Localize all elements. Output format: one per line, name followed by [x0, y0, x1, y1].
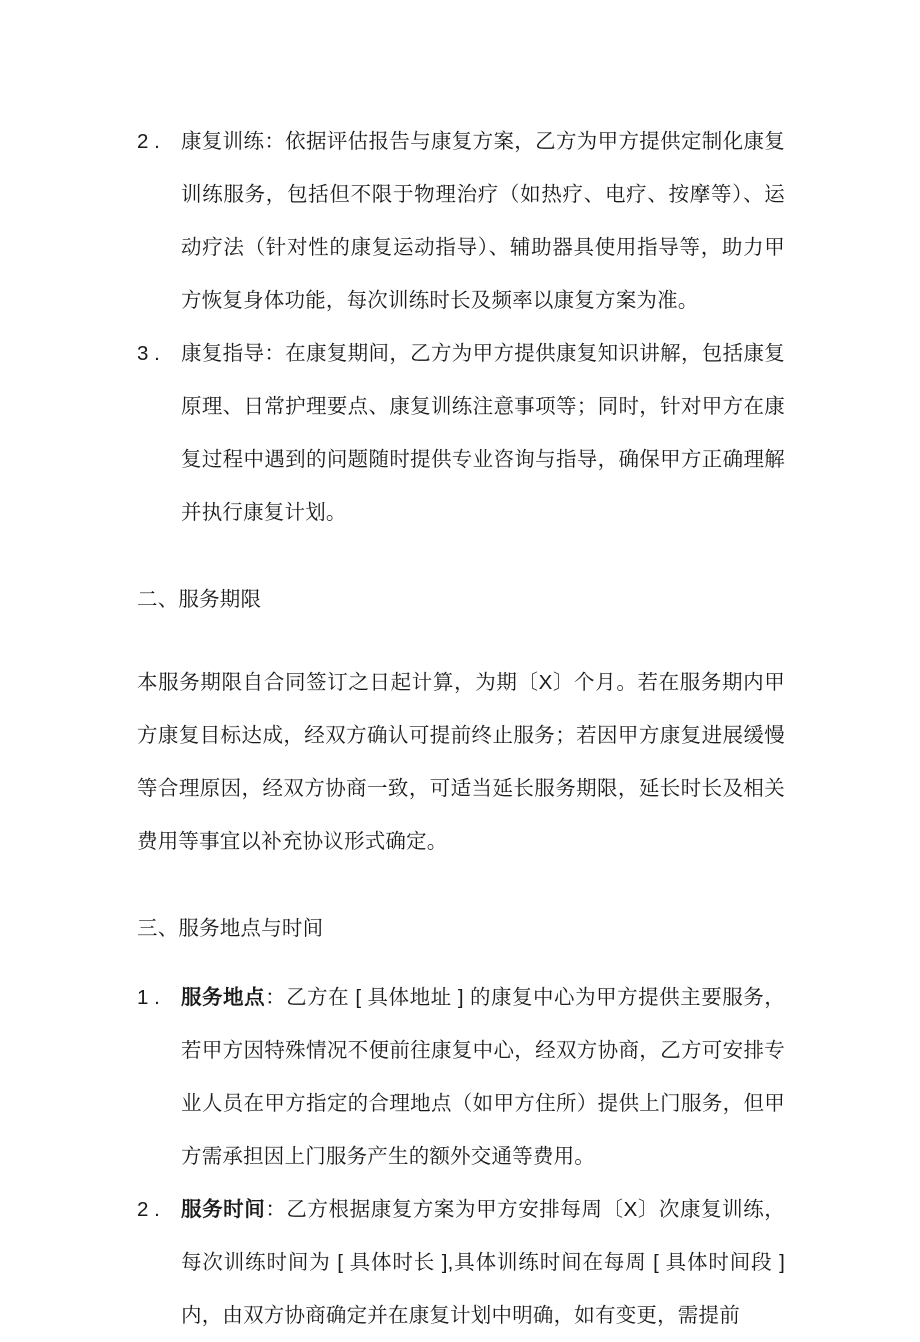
list-item: [137, 1183, 785, 1342]
spacer: [137, 626, 785, 656]
list-item-text: 康复指导：在康复期间，乙方为甲方提供康复知识讲解，包括康复原理、日常护理要点、康复训练注意事项等；同时，针对甲方在康复过程中遇到的问题随时提供专业咨询与指导，确保甲方正确理解并执行康复计划。: [181, 342, 785, 524]
list-item-marker: 2 .: [137, 1198, 160, 1221]
list-item-text: ：乙方根据康复方案为甲方安排每周〔X〕次康复训练，每次训练时间为 [ 具体时长 ],具体训练时间在每周 [ 具体时间段 ] 内，由双方协商确定并在康复计划中明确，如有变更，需提前: [181, 1198, 785, 1327]
list-item-text: ：乙方在 [ 具体地址 ] 的康复中心为甲方提供主要服务，若甲方因特殊情况不便前往康复中心，经双方协商，乙方可安排专业人员在甲方指定的合理地点（如甲方住所）提供上门服务，但甲方需承担因上门服务产生的额外交通等费用。: [181, 986, 785, 1168]
list-item: [137, 971, 785, 1183]
spacer: [137, 539, 785, 573]
section-three-list: [137, 971, 785, 1342]
list-item-lead: 服务地点: [181, 986, 266, 1009]
list-item-lead: 服务时间: [181, 1198, 266, 1221]
list-item-marker: 2 .: [137, 130, 160, 153]
spacer: [137, 955, 785, 971]
list-item-marker: 1 .: [137, 986, 160, 1009]
list-item-text: 康复训练：依据评估报告与康复方案，乙方为甲方提供定制化康复训练服务，包括但不限于物理治疗（如热疗、电疗、按摩等）、运动疗法（针对性的康复运动指导）、辅助器具使用指导等，助力甲方恢复身体功能，每次训练时长及频率以康复方案为准。: [181, 130, 785, 312]
list-item-marker: 3 .: [137, 342, 160, 365]
section-heading-two: 二、服务期限: [137, 588, 262, 611]
list-item: [137, 327, 785, 539]
spacer: [137, 868, 785, 902]
document-body: [137, 115, 785, 1342]
section-two-paragraph: 本服务期限自合同签订之日起计算，为期〔X〕个月。若在服务期内甲方康复目标达成，经双方确认可提前终止服务；若因甲方康复进展缓慢等合理原因，经双方协商一致，可适当延长服务期限，延长时长及相关费用等事宜以补充协议形式确定。: [137, 671, 785, 853]
clause-list-continuation: [137, 115, 785, 539]
section-heading-three: 三、服务地点与时间: [137, 917, 324, 940]
list-item: [137, 115, 785, 327]
